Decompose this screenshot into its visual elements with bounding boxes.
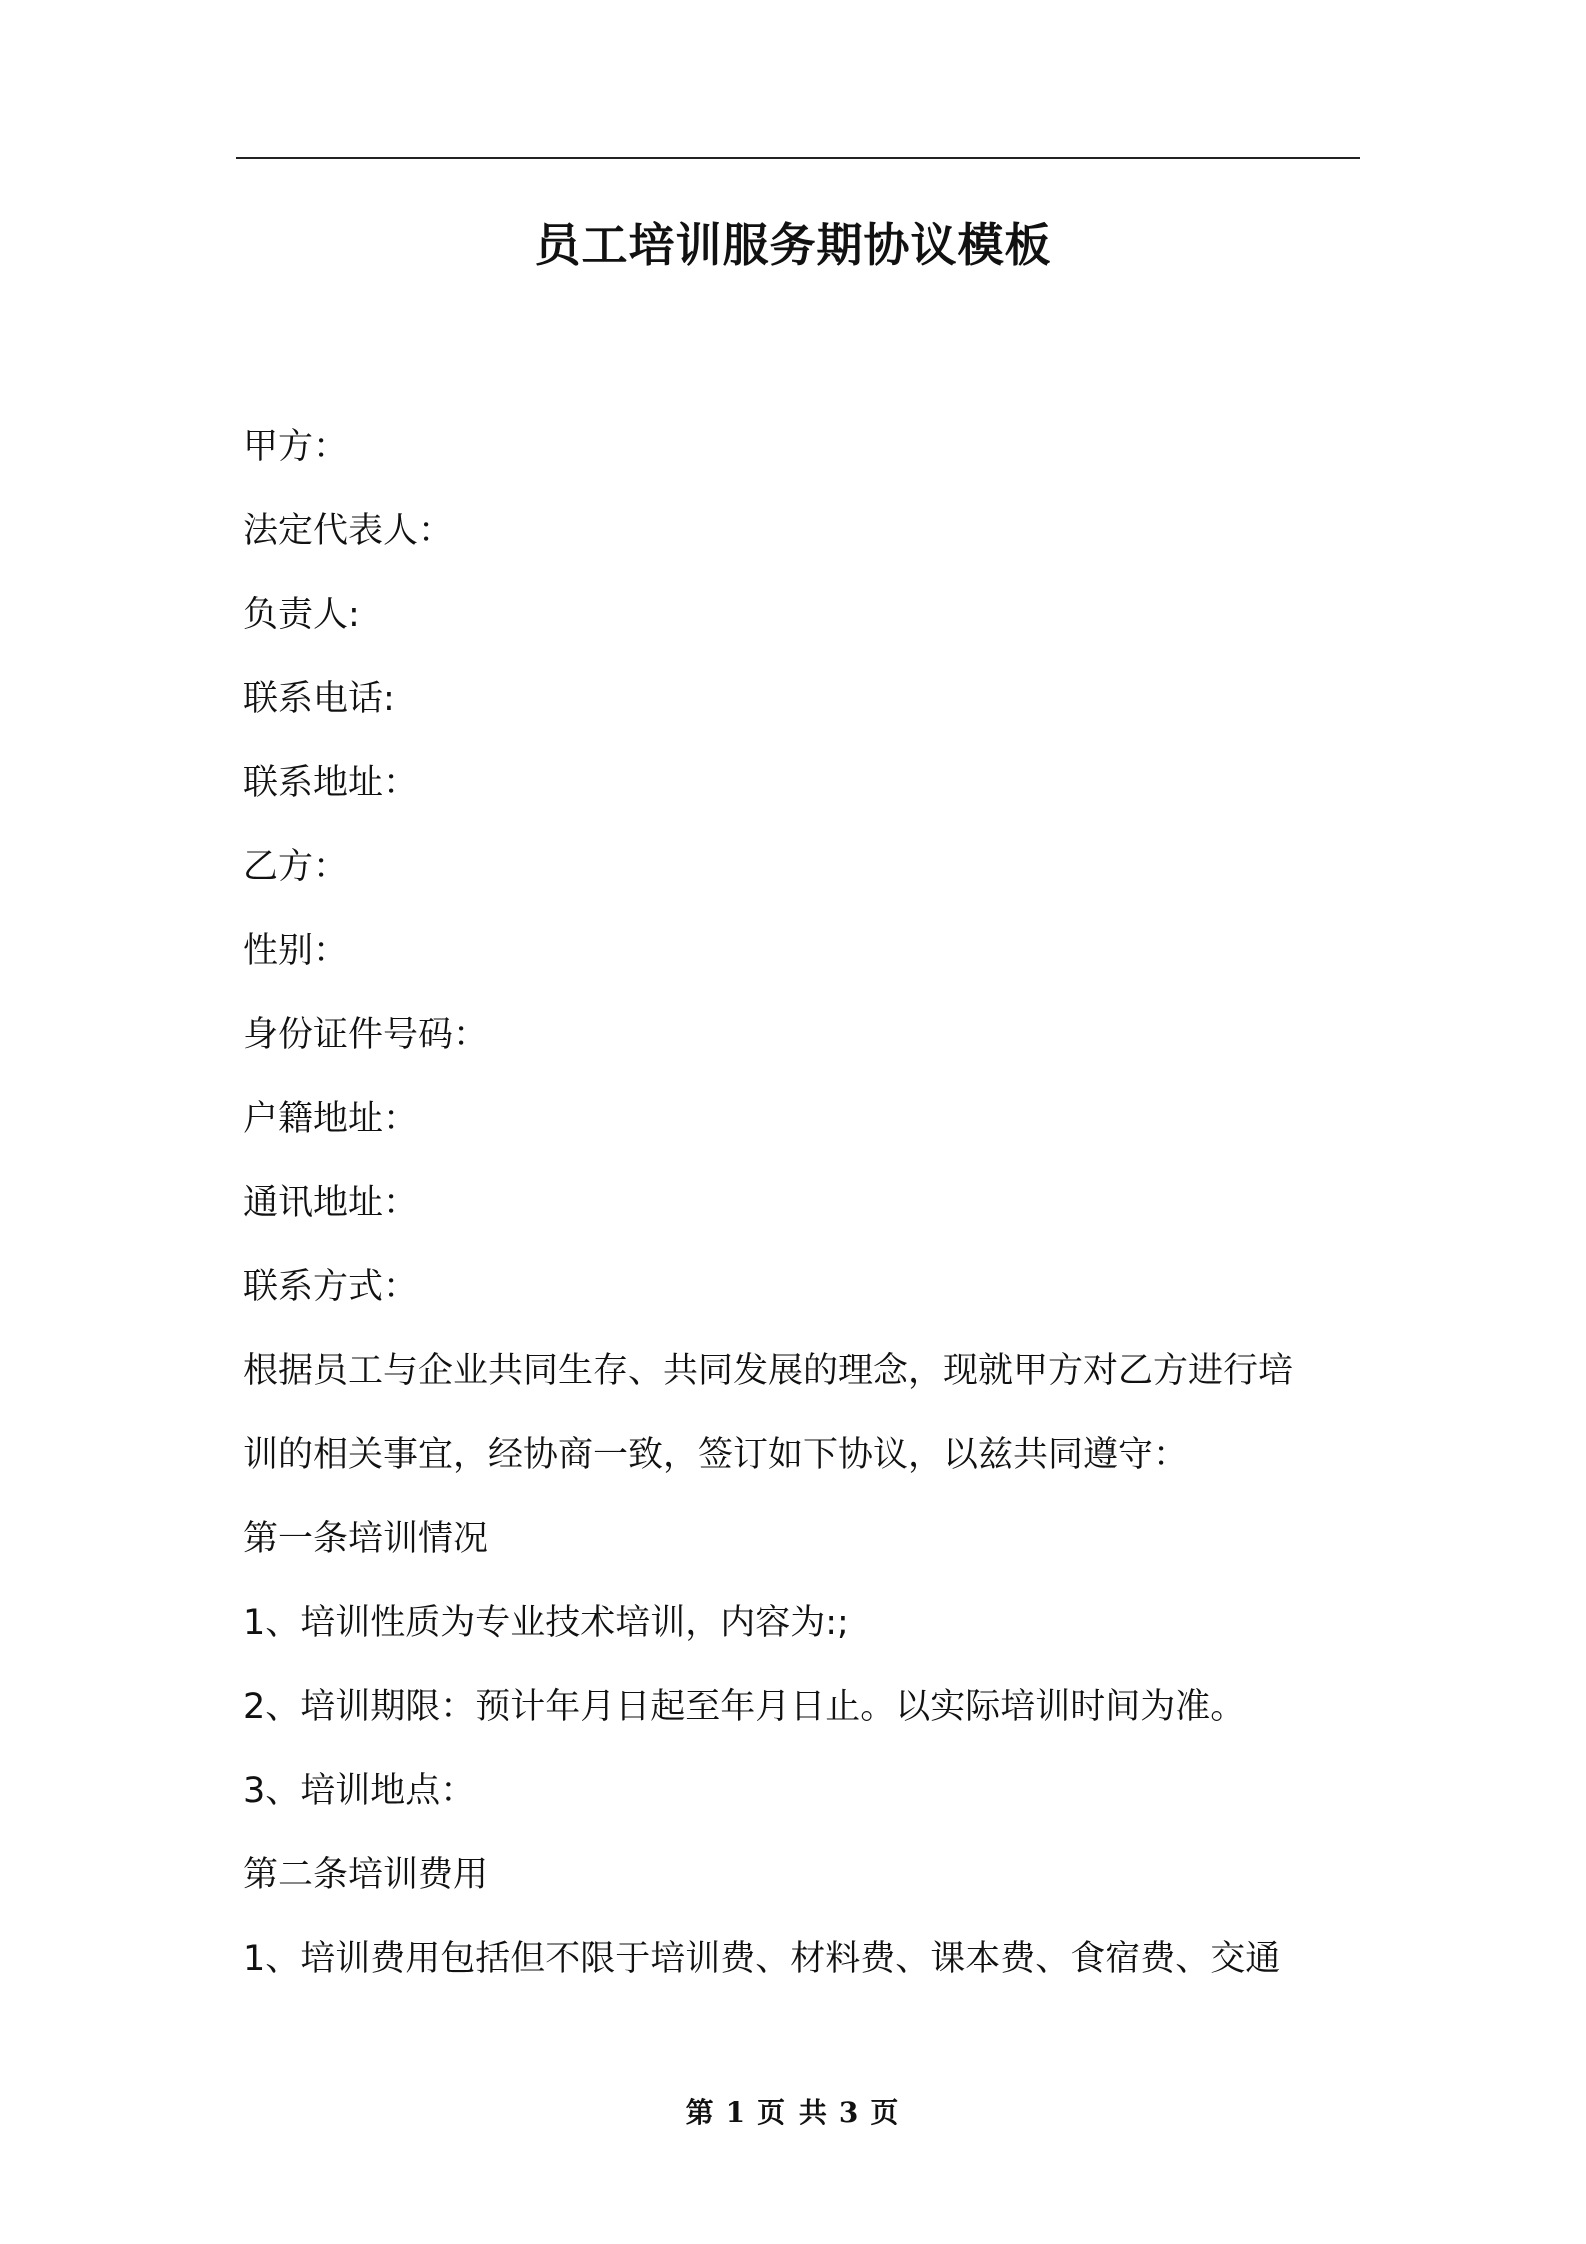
preamble-line-2: 训的相关事宜，经协商一致，签订如下协议，以兹共同遵守： xyxy=(243,1435,1189,1475)
document-body xyxy=(243,405,1365,2001)
article-1-heading: 第一条培训情况 xyxy=(243,1519,489,1559)
party-b-line: 乙方： xyxy=(243,847,349,887)
mailing-address-line: 通讯地址： xyxy=(243,1183,419,1223)
page-suffix: 页 xyxy=(870,2096,901,2129)
party-a-line: 甲方： xyxy=(243,427,349,467)
person-in-charge-line: 负责人: xyxy=(243,595,360,635)
page-number: 1 xyxy=(725,2096,748,2129)
legal-representative-line: 法定代表人： xyxy=(243,511,454,551)
id-number-line: 身份证件号码： xyxy=(243,1015,489,1055)
preamble-line-1: 根据员工与企业共同生存、共同发展的理念，现就甲方对乙方进行培 xyxy=(243,1351,1294,1391)
document-title: 员工培训服务期协议模板 xyxy=(534,218,1052,272)
article-1-item-1: 1、培训性质为专业技术培训，内容为:; xyxy=(243,1603,849,1643)
article-2-item-1: 1、培训费用包括但不限于培训费、材料费、课本费、食宿费、交通 xyxy=(243,1939,1281,1979)
page-prefix: 第 xyxy=(685,2096,716,2129)
article-1-item-3: 3、培训地点： xyxy=(243,1771,476,1811)
address-line: 联系地址： xyxy=(243,763,419,803)
household-address-line: 户籍地址： xyxy=(243,1099,419,1139)
contact-line: 联系方式： xyxy=(243,1267,419,1307)
article-1-item-2: 2、培训期限：预计年月日起至年月日止。以实际培训时间为准。 xyxy=(243,1687,1246,1727)
page-mid: 页 共 xyxy=(757,2096,829,2129)
article-2-heading: 第二条培训费用 xyxy=(243,1855,489,1895)
header-rule xyxy=(236,157,1360,159)
page-footer xyxy=(0,2093,1586,2133)
gender-line: 性别： xyxy=(243,931,349,971)
page-total: 3 xyxy=(838,2096,861,2129)
phone-line: 联系电话: xyxy=(243,679,395,719)
